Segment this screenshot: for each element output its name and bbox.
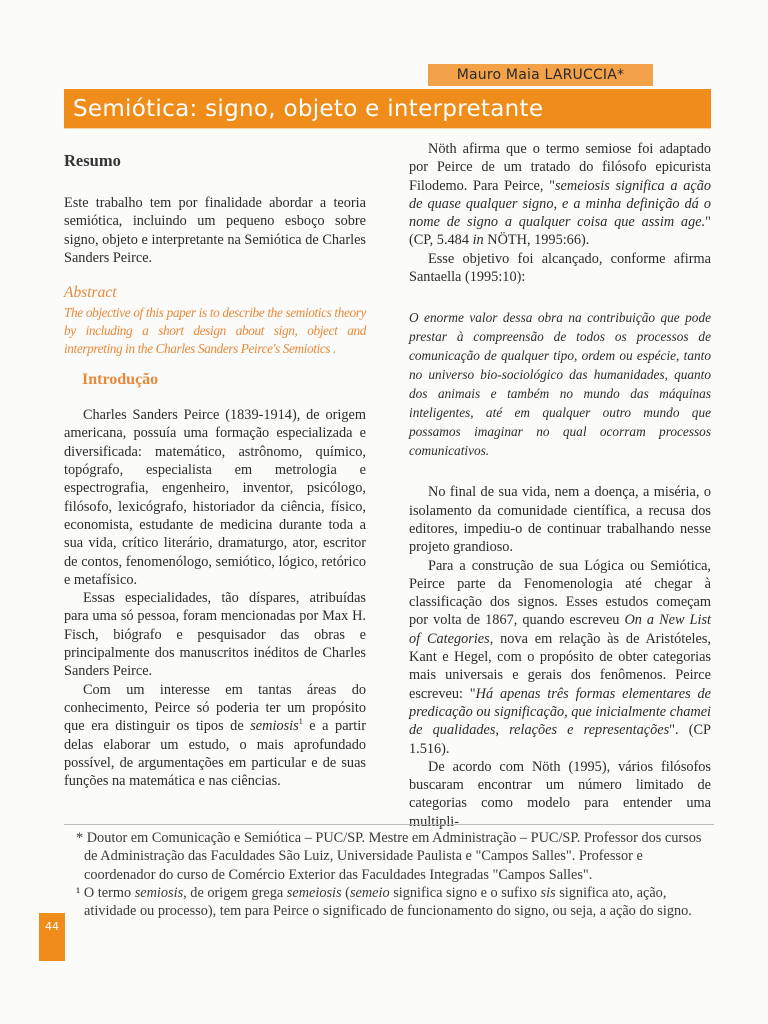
- right-paragraph-1: [409, 140, 711, 250]
- introduction-heading: Introdução: [82, 371, 159, 389]
- fn2-text-e: significa ato, ação, atividade ou processo), tem para Peirce o significado de funcionamento do signo, ou seja, a ação do signo.: [84, 884, 692, 920]
- right-column: [409, 140, 711, 831]
- fn2-text-b: , de origem grega: [183, 884, 287, 901]
- right-paragraph-4: [409, 557, 711, 758]
- footnote-ref-1: 1: [298, 717, 303, 727]
- fn2-text-c: (: [341, 884, 350, 901]
- author-name: Mauro Maia LARUCCIA*: [428, 64, 653, 86]
- article-title: Semiótica: signo, objeto e interpretante: [64, 89, 711, 129]
- abstract-text: The objective of this paper is to describe the semiotics theory by including a short design about sign, object and interpreting in the Charles Sanders Peirce's Semiotics .: [64, 305, 366, 357]
- intro-p3-emphasis: semiosis: [250, 718, 299, 735]
- right-paragraph-3: No final de sua vida, nem a doença, a miséria, o isolamento da comunidade científica, a recusa dos editores, impediu-o de continuar trabalhando nesse projeto grandioso.: [409, 484, 711, 556]
- left-column: [64, 140, 366, 790]
- right-p4-text-b: , nova em relação às de Aristóteles, Kant e Hegel, com o propósito de obter categorias mais universais e gerais dos fenômenos. Peirce escreveu: ": [409, 630, 711, 702]
- right-p1-in: in: [472, 232, 484, 249]
- right-paragraph-2: Esse objetivo foi alcançado, conforme afirma Santaella (1995:10):: [409, 250, 711, 286]
- right-p4-work-title: On a New List of Categories: [409, 612, 711, 647]
- intro-paragraph-3: [64, 681, 366, 791]
- footnote-1: [64, 884, 714, 921]
- block-quote: O enorme valor dessa obra na contribuição que pode prestar à compreensão de todos os processos de comunicação de qualquer tipo, ordem ou espécie, tanto no universo bio-sociológico das humanidades, quanto dos animais e também no mundo das máquinas inteligentes, até em qualquer outro mundo que possamos imaginar no qual ocorram processos comunicativos.: [409, 310, 711, 459]
- abstract-heading: Abstract: [64, 284, 117, 302]
- right-p4-quote: Há apenas três formas elementares de predicação ou significação, que inicialmente chamei de qualidades, relações e representações: [409, 685, 712, 739]
- right-p1-text-c: NÖTH, 1995:66).: [483, 232, 590, 249]
- right-paragraph-5: De acordo com Nöth (1995), vários filósofos buscaram encontrar um número limitado de categorias como modelo para entender uma multipli-: [409, 758, 711, 830]
- fn2-text-d: significa signo e o sufixo: [389, 884, 541, 901]
- intro-paragraph-1: Charles Sanders Peirce (1839-1914), de origem americana, possuía uma formação especializada e diversificada: matemático, astrônomo, químico, topógrafo, especialista em metrologia e espectrografia, engenheiro, inventor, psicólogo, filósofo, lexicógrafo, historiador da ciência, físico, economista, estudante de medicina durante toda a sua vida, crítico literário, dramaturgo, ator, escritor de contos, fenomenólogo, semiótico, lógico, retórico e metafísico.: [64, 407, 366, 588]
- right-p4-text-c: ". (CP 1.516).: [409, 722, 711, 757]
- fn2-em-semiosis: semiosis: [134, 884, 184, 901]
- fn2-em-sis: sis: [540, 884, 556, 901]
- resumo-text: Este trabalho tem por finalidade abordar a teoria semiótica, incluindo um pequeno esboço sobre signo, objeto e interpretante na Semiótica de Charles Sanders Peirce.: [64, 195, 366, 266]
- fn2-text-a: ¹ O termo: [76, 884, 135, 901]
- footnote-author: * Doutor em Comunicação e Semiótica – PUC/SP. Mestre em Administração – PUC/SP. Professor dos cursos de Administração das Faculdades São Luiz, Universidade Paulista e "Campos Salles". Professor e coordenador do curso de Comércio Exterior das Faculdades Integradas "Campos Salles".: [76, 830, 702, 883]
- right-p4-text-a: Para a construção de sua Lógica ou Semiótica, Peirce parte da Fenomenologia até chegar à classificação dos signos. Esses estudos começam por volta de 1867, quando escreveu: [409, 557, 711, 629]
- right-p1-quote: semeiosis significa a ação de quase qualquer signo, e a minha definição dá o nome de signo a qualquer coisa que assim age.: [409, 177, 711, 231]
- fn2-em-semeiosis: semeiosis: [286, 884, 342, 901]
- intro-paragraph-2: Essas especialidades, tão díspares, atribuídas para uma só pessoa, foram mencionadas por Max H. Fisch, biógrafo e pesquisador das obras e principalmente dos manuscritos inéditos de Charles Sanders Peirce.: [64, 590, 366, 680]
- fn2-em-semeio: semeio: [349, 884, 390, 901]
- footnotes: [64, 824, 714, 920]
- right-p1-text-b: " (CP, 5.484: [409, 214, 711, 249]
- intro-p3-text-a: Com um interesse em tantas áreas do conhecimento, Peirce só poderia ter um propósito que era distinguir os tipos de: [64, 681, 366, 735]
- right-p1-text-a: Nöth afirma que o termo semiose foi adaptado por Peirce de um tratado do filósofo epicurista Filodemo. Para Peirce, ": [409, 141, 711, 194]
- page-number: 44: [39, 913, 65, 961]
- intro-p3-text-b: e a partir delas elaborar um estudo, o mais aprofundado possível, de argumentações em particular e de suas funções na matemática e nas ciências.: [64, 718, 367, 790]
- resumo-heading: Resumo: [64, 151, 121, 170]
